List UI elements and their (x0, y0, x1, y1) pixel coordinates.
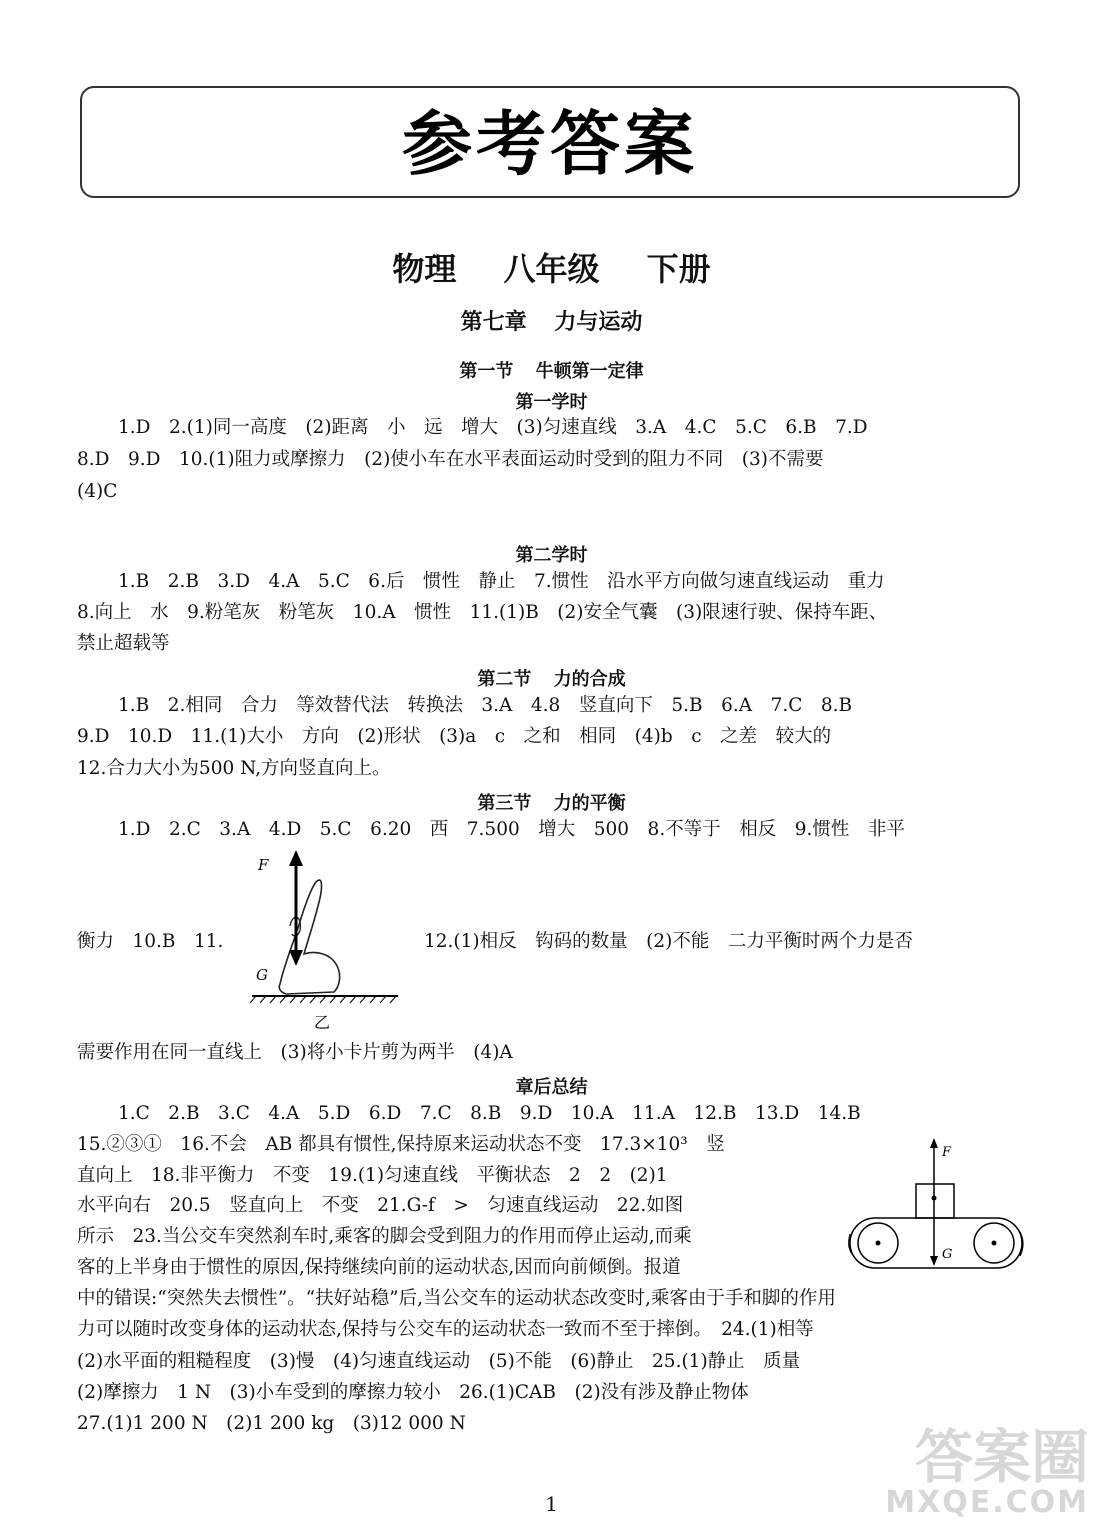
answer-line: 8.向上 水 9.粉笔灰 粉笔灰 10.A 惯性 11.(1)B (2)安全气囊 (3)限速行驶、保持车距、 (77, 602, 888, 623)
answer-line: 1.D 2.C 3.A 4.D 5.C 6.20 西 7.500 增大 500 8.不等于 相反 9.惯性 非平 (118, 819, 905, 840)
section3-heading (0, 789, 1103, 815)
answer-line: 直向上 18.非平衡力 不变 19.(1)匀速直线 平衡状态 2 2 (2)1 (77, 1165, 668, 1186)
answer-line: 15.②③① 16.不会 AB 都具有惯性,保持原来运动状态不变 17.3×10³ 竖 (77, 1134, 725, 1155)
arrow-up-icon (289, 850, 303, 866)
lesson1-heading: 第一学时 (515, 392, 588, 413)
section2-title: 力的合成 (553, 669, 626, 690)
balance-force-figure (250, 846, 405, 1032)
block (916, 1184, 954, 1218)
answer-line: 9.D 10.D 11.(1)大小 方向 (2)形状 (3)a c 之和 相同 (4)b c 之差 较大的 (77, 726, 832, 747)
title-box (80, 86, 1020, 198)
arrow-down-icon (930, 1256, 938, 1266)
answer-line: 12.(1)相反 钩码的数量 (2)不能 二力平衡时两个力是否 (424, 931, 913, 952)
section1-heading (0, 357, 1103, 383)
hand-outline (279, 880, 339, 994)
answer-line: 衡力 10.B 11. (77, 931, 224, 952)
lesson2-heading: 第二学时 (515, 545, 588, 566)
force-label-f: F (258, 856, 269, 874)
answer-line: 1.B 2.B 3.D 4.A 5.C 6.后 惯性 静止 7.惯性 沿水平方向做匀速直线运动 重力 (118, 571, 885, 592)
section1-title: 牛顿第一定律 (535, 361, 644, 382)
page-number: 1 (545, 1492, 558, 1516)
answer-line: 12.合力大小为500 N,方向竖直向上。 (77, 758, 391, 779)
answer-line: 27.(1)1 200 N (2)1 200 kg (3)12 000 N (77, 1413, 466, 1434)
grade: 八年级 (503, 250, 600, 288)
right-axle (992, 1241, 997, 1246)
chapter-number: 第七章 (460, 310, 527, 335)
answer-line: 所示 23.当公交车突然刹车时,乘客的脚会受到阻力的作用而停止运动,而乘 (77, 1226, 692, 1247)
answer-line: (2)摩擦力 1 N (3)小车受到的摩擦力较小 26.(1)CAB (2)没有涉及静止物体 (77, 1382, 749, 1403)
chapter-heading (0, 305, 1103, 336)
answer-line: 8.D 9.D 10.(1)阻力或摩擦力 (2)使小车在水平表面运动时受到的阻力不同 (3)不需要 (77, 449, 824, 470)
subject-name: 物理 (392, 250, 457, 288)
figure-caption: 乙 (314, 1013, 331, 1032)
watermark-logo: 答案圈 (914, 1423, 1089, 1491)
conveyor-figure (846, 1134, 1026, 1270)
section3-number: 第三节 (477, 793, 532, 814)
answer-line: 禁止超载等 (77, 633, 170, 654)
arrow-down-icon (289, 950, 303, 966)
answer-line: 需要作用在同一直线上 (3)将小卡片剪为两半 (4)A (77, 1042, 513, 1063)
section2-number: 第二节 (477, 669, 532, 690)
force-label-f: F (942, 1145, 952, 1160)
answer-line: (4)C (77, 481, 118, 502)
answer-line: 1.B 2.相同 合力 等效替代法 转换法 3.A 4.8 竖直向下 5.B 6.A 7.C 8.B (118, 695, 853, 716)
ground-hatching (250, 996, 396, 1003)
answer-line: 1.C 2.B 3.C 4.A 5.D 6.D 7.C 8.B 9.D 10.A 11.A 12.B 13.D 14.B (118, 1103, 861, 1124)
force-label-g: G (942, 1247, 953, 1262)
answer-line: 1.D 2.(1)同一高度 (2)距离 小 远 增大 (3)匀速直线 3.A 4.C 5.C 6.B 7.D (118, 417, 868, 438)
watermark (885, 1423, 1089, 1520)
subject-heading (0, 244, 1103, 290)
answer-line: 客的上半身由于惯性的原因,保持继续向前的运动状态,因而向前倾倒。报道 (77, 1257, 681, 1278)
answer-line: (2)水平面的粗糙程度 (3)慢 (4)匀速直线运动 (5)不能 (6)静止 25.(1)静止 质量 (77, 1351, 801, 1372)
summary-heading: 章后总结 (515, 1077, 588, 1098)
section2-heading (0, 665, 1103, 691)
section1-number: 第一节 (459, 361, 514, 382)
page-title: 参考答案 (402, 103, 698, 185)
section3-title: 力的平衡 (553, 793, 626, 814)
answer-line: 水平向右 20.5 竖直向上 不变 21.G-f > 匀速直线运动 22.如图 (77, 1195, 684, 1216)
answer-line: 中的错误:“突然失去惯性”。“扶好站稳”后,当公交车的运动状态改变时,乘客由于手和脚的作用 (77, 1288, 836, 1309)
chapter-title: 力与运动 (554, 310, 643, 335)
answer-line: 力可以随时改变身体的运动状态,保持与公交车的运动状态一致而不至于摔倒。 24.(1)相等 (77, 1319, 814, 1340)
watermark-url: MXQE.COM (885, 1485, 1089, 1520)
volume: 下册 (646, 250, 711, 288)
left-axle (876, 1241, 881, 1246)
force-label-g: G (256, 966, 268, 984)
arrow-up-icon (930, 1138, 938, 1148)
